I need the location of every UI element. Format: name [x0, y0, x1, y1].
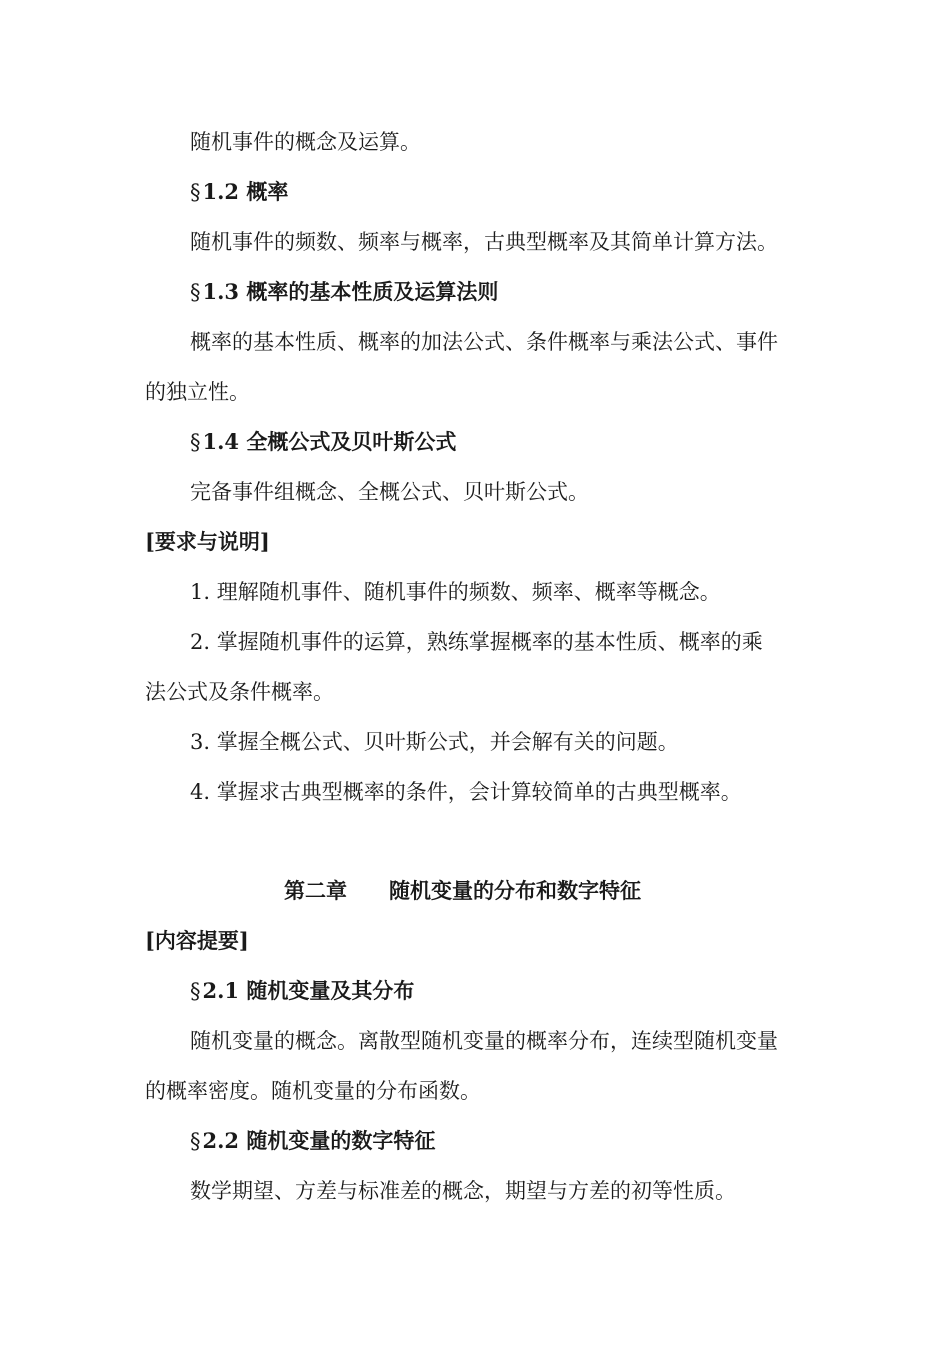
requirement-item-4: 4. 掌握求古典型概率的条件，会计算较简单的古典型概率。 [190, 780, 742, 804]
requirement-item-2-line1: 2. 掌握随机事件的运算，熟练掌握概率的基本性质、概率的乘 [190, 630, 763, 654]
paragraph-basic-properties-line1: 概率的基本性质、概率的加法公式、条件概率与乘法公式、事件 [190, 330, 778, 354]
section-mark: § [190, 430, 201, 454]
section-heading-1-3 [0, 278, 952, 306]
section-heading-text: 1.3 概率的基本性质及运算法则 [202, 279, 499, 304]
chapter-title-text: 随机变量的分布和数字特征 [389, 878, 641, 903]
paragraph-frequency-probability: 随机事件的频数、频率与概率，古典型概率及其简单计算方法。 [190, 230, 778, 254]
section-heading-text: 2.1 随机变量及其分布 [202, 978, 415, 1003]
requirement-item-2-line2: 法公式及条件概率。 [145, 680, 334, 704]
section-mark: § [190, 1129, 201, 1153]
paragraph-complete-event-group: 完备事件组概念、全概公式、贝叶斯公式。 [190, 480, 589, 504]
section-heading-text: 1.2 概率 [202, 179, 289, 204]
chapter-number: 第二章 [284, 878, 347, 903]
chapter-title [0, 877, 952, 905]
section-mark: § [190, 180, 201, 204]
paragraph-random-variable-line2: 的概率密度。随机变量的分布函数。 [145, 1079, 481, 1103]
section-mark: § [190, 979, 201, 1003]
requirement-item-3: 3. 掌握全概公式、贝叶斯公式，并会解有关的问题。 [190, 730, 679, 754]
content-summary-heading: [内容提要] [145, 928, 249, 953]
section-heading-1-4 [0, 428, 952, 456]
section-heading-text: 1.4 全概公式及贝叶斯公式 [202, 429, 457, 454]
section-heading-text: 2.2 随机变量的数字特征 [202, 1128, 436, 1153]
paragraph-basic-properties-line2: 的独立性。 [145, 380, 250, 404]
requirement-item-1: 1. 理解随机事件、随机事件的频数、频率、概率等概念。 [190, 580, 721, 604]
paragraph-random-event-concept: 随机事件的概念及运算。 [190, 130, 421, 154]
requirements-heading: [要求与说明] [145, 529, 270, 554]
paragraph-expectation-variance: 数学期望、方差与标准差的概念，期望与方差的初等性质。 [190, 1179, 736, 1203]
section-heading-1-2 [0, 178, 952, 206]
paragraph-random-variable-line1: 随机变量的概念。离散型随机变量的概率分布，连续型随机变量 [190, 1029, 778, 1053]
section-heading-2-1 [0, 977, 952, 1005]
section-heading-2-2 [0, 1127, 952, 1155]
section-mark: § [190, 280, 201, 304]
